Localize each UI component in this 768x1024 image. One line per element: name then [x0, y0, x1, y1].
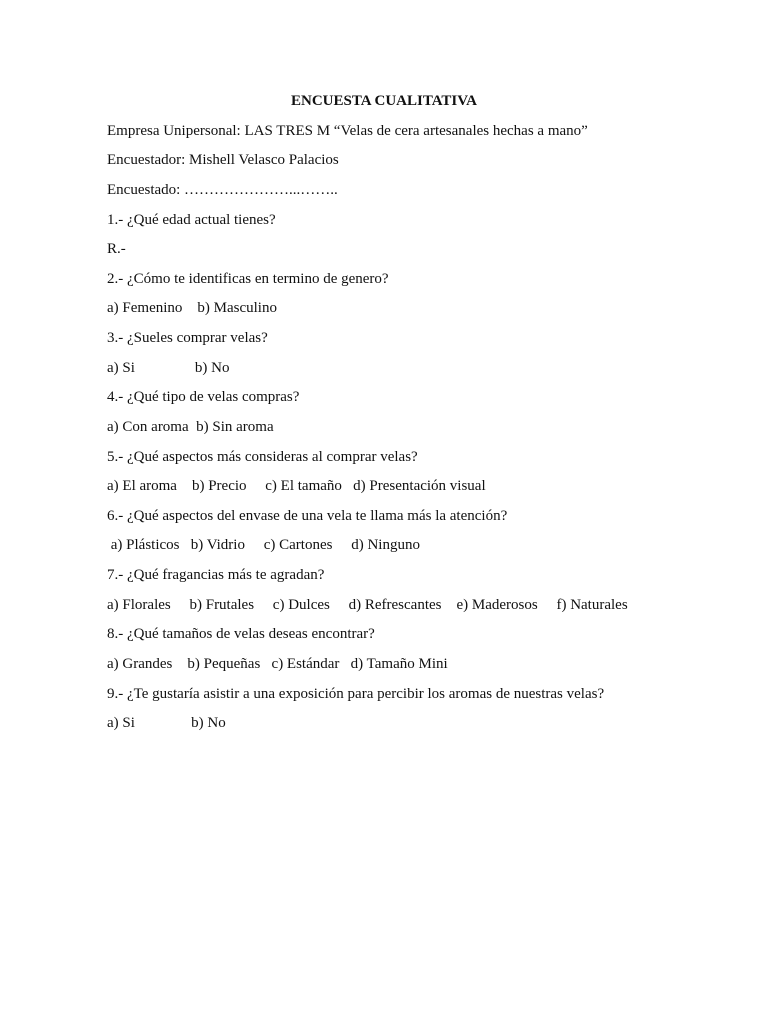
question-1: 1.- ¿Qué edad actual tienes? [107, 212, 276, 228]
options-2: a) Femenino b) Masculino [107, 300, 277, 316]
question-9: 9.- ¿Te gustaría asistir a una exposición para percibir los aromas de nuestras velas? [107, 686, 605, 702]
options-9: a) Si b) No [107, 715, 226, 731]
document-title: ENCUESTA CUALITATIVA [290, 93, 478, 109]
question-3: 3.- ¿Sueles comprar velas? [107, 330, 268, 346]
question-2: 2.- ¿Cómo te identificas en termino de genero? [107, 271, 389, 287]
question-8: 8.- ¿Qué tamaños de velas deseas encontrar? [107, 626, 375, 642]
interviewer-line: Encuestador: Mishell Velasco Palacios [107, 152, 339, 168]
options-8: a) Grandes b) Pequeñas c) Estándar d) Tamaño Mini [107, 656, 448, 672]
options-5: a) El aroma b) Precio c) El tamaño d) Presentación visual [107, 478, 486, 494]
options-3: a) Si b) No [107, 360, 230, 376]
question-5: 5.- ¿Qué aspectos más consideras al comprar velas? [107, 449, 418, 465]
respondent-line: Encuestado: …………………...…….. [107, 182, 338, 198]
options-4: a) Con aroma b) Sin aroma [107, 419, 274, 435]
question-7: 7.- ¿Qué fragancias más te agradan? [107, 567, 325, 583]
options-6: a) Plásticos b) Vidrio c) Cartones d) Ninguno [107, 537, 420, 553]
answer-1: R.- [107, 241, 126, 257]
question-4: 4.- ¿Qué tipo de velas compras? [107, 389, 300, 405]
options-7: a) Florales b) Frutales c) Dulces d) Refrescantes e) Maderosos f) Naturales [107, 597, 628, 613]
question-6: 6.- ¿Qué aspectos del envase de una vela te llama más la atención? [107, 508, 508, 524]
company-line: Empresa Unipersonal: LAS TRES M “Velas de cera artesanales hechas a mano” [107, 123, 588, 139]
